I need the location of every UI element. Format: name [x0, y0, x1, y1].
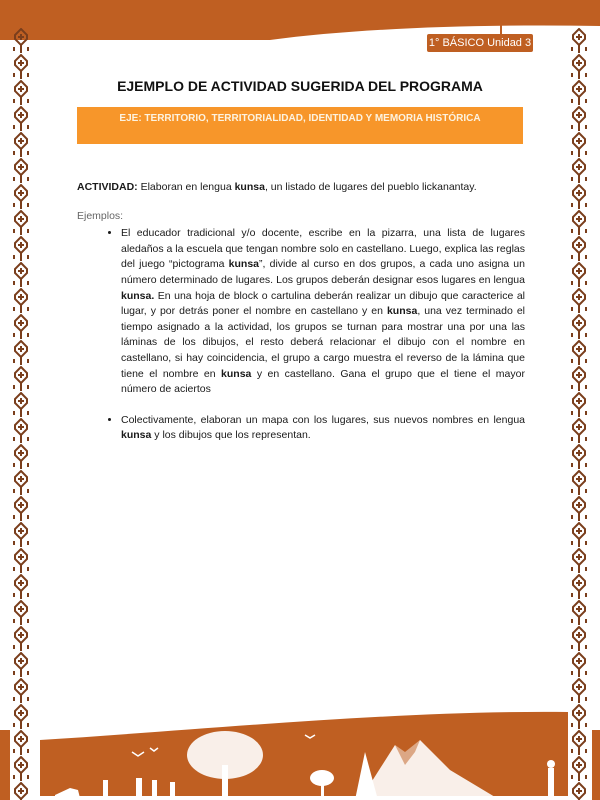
example-text: y en castellano. Gana el grupo que el tiene el mayor número de aciertos — [121, 367, 525, 396]
badge-connector — [500, 24, 502, 34]
right-pattern-border — [570, 28, 588, 800]
example-text: Colectivamente, elaboran un mapa con los lugares, sus nuevos nombres en lengua — [121, 413, 525, 426]
examples-label: Ejemplos: — [77, 209, 124, 222]
page-title: EJEMPLO DE ACTIVIDAD SUGERIDA DEL PROGRAMA — [117, 78, 483, 94]
keyword: kunsa. — [121, 289, 155, 302]
example-item — [121, 226, 525, 398]
keyword: kunsa — [228, 258, 260, 271]
activity-text-2: , un listado de lugares del pueblo lickanantay. — [264, 181, 477, 193]
activity-content — [77, 180, 525, 459]
activity-keyword: kunsa — [234, 181, 265, 193]
activity-statement — [77, 180, 525, 196]
example-text: , una vez terminado el tiempo asignado a la actividad, los grupos se turnan para mostrar una por una las láminas de los dibujos, el resto deberá relacionar el dibujo con el nombre en castellano, si hay coincidencia, el grupo a cargo muestra el reverso de la lámina que tiene el nombre en — [121, 305, 525, 380]
left-pattern-border — [12, 28, 30, 800]
example-text: En una hoja de block o cartulina deberán realizar un dibujo que caracterice al lugar, y por detrás poner el nombre en castellano y en — [121, 289, 525, 318]
keyword: kunsa — [121, 429, 152, 442]
activity-label: ACTIVIDAD: — [77, 181, 138, 193]
footer-landscape-illustration — [0, 690, 600, 800]
example-text: y los dibujos que los representan. — [151, 429, 311, 442]
example-text: ”, divide al curso en dos grupos, a cada uno asigna un número determinado de lugares. Los grupos deberán designar esos lugares en lengua — [121, 258, 525, 286]
unit-badge: 1° BÁSICO Unidad 3 — [427, 34, 533, 52]
example-item — [121, 413, 525, 444]
keyword: kunsa — [221, 367, 252, 380]
eje-banner — [77, 107, 523, 144]
examples-list — [77, 226, 525, 444]
example-text: El educador tradicional y/o docente, escribe en la pizarra, una lista de lugares aledaños a la escuela que tengan nombre solo en castellano. Luego, explica las reglas del juego “pictograma — [121, 227, 525, 271]
eje-title: EJE: TERRITORIO, TERRITORIALIDAD, IDENTIDAD Y MEMORIA HISTÓRICA — [119, 113, 481, 124]
keyword: kunsa — [386, 305, 418, 318]
activity-text-1: Elaboran en lengua — [137, 181, 235, 193]
